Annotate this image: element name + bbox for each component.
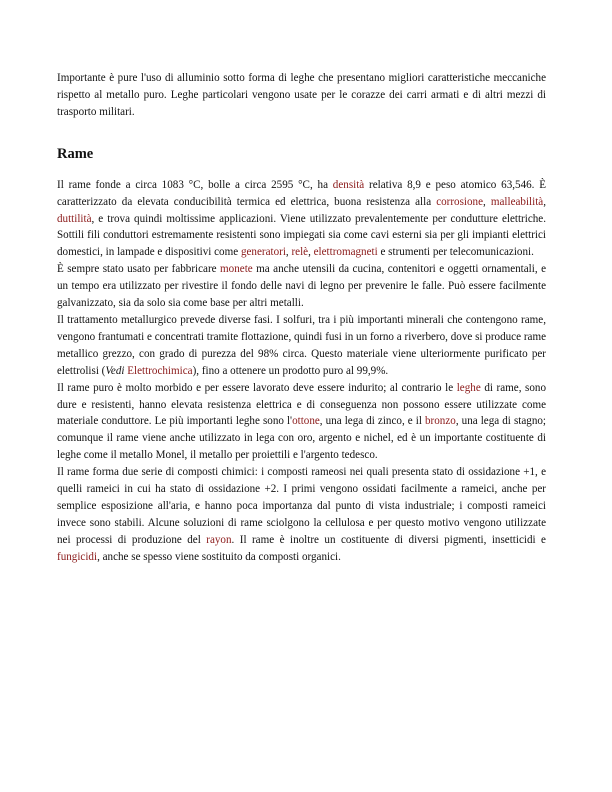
link-duttilita[interactable]: duttilità <box>57 212 92 225</box>
link-densita[interactable]: densità <box>332 178 365 191</box>
paragraph-properties: Il rame fonde a circa 1083 °C, bolle a circa 2595 °C, ha densità relativa 8,9 e peso atomico 63,546. È caratterizzato da elevata conducibilità termica ed elettrica, buona resistenza alla corrosione, malleabilità, duttilità, e trova quindi moltissime applicazioni. Viene utilizzato prevalentemente per condutture elettriche. Sottili fili conduttori estremamente resistenti sono impiegati sia come cavi esterni sia per gli impianti elettrici domestici, in lampade e dispositivi come generatori, relè, elettromagneti e strumenti per telecomunicazioni. <box>57 178 547 259</box>
paragraph-alloys: Il rame puro è molto morbido e per essere lavorato deve essere indurito; al contrario le leghe di rame, sono dure e resistenti, hanno elevata resistenza elettrica e di conseguenza non possono essere utilizzate come materiale conduttore. Le più importanti leghe sono l'ottone, una lega di zinco, e il bronzo, una lega di stagno; comunque il rame viene anche utilizzato in lega con oro, argento e nichel, ed è un importante costituente di leghe come il metallo Monel, il metallo per proiettili e l'argento tedesco. <box>57 381 547 462</box>
link-elettromagneti[interactable]: elettromagneti <box>313 246 378 259</box>
link-leghe[interactable]: leghe <box>456 381 481 394</box>
paragraph-compounds: Il rame forma due serie di composti chimici: i composti rameosi nei quali presenta stato di ossidazione +1, e quelli rameici in cui ha stato di ossidazione +2. I primi vengono ossidati facilmente a rameici, anche per semplice esposizione all'aria, e hanno poca importanza dal punto di vista industriale; i composti rameici invece sono stabili. Alcune soluzioni di rame sciolgono la cellulosa e per questo motivo vengono utilizzate nei processi di produzione del rayon. Il rame è inoltre un costituente di diversi pigmenti, insetticidi e fungicidi, anche se spesso viene sostituito da composti organici. <box>57 466 546 563</box>
section-gap <box>57 121 546 145</box>
intro-paragraph: Importante è pure l'uso di alluminio sotto forma di leghe che presentano migliori caratteristiche meccaniche rispetto al metallo puro. Leghe particolari vengono usate per le corazze dei carri armati e di altri mezzi di trasporto militari. <box>57 72 546 118</box>
link-elettrochimica[interactable]: Elettrochimica <box>127 364 193 377</box>
paragraph-uses: È sempre stato usato per fabbricare monete ma anche utensili da cucina, contenitori e oggetti ornamentali, e un tempo era utilizzato per rivestire il fondo delle navi di legno per prevenire le falle. Può essere facilmente galvanizzato, sia da solo sia come base per altri metalli. <box>57 263 547 310</box>
link-fungicidi[interactable]: fungicidi <box>57 550 98 563</box>
document-page <box>57 70 546 566</box>
link-corrosione[interactable]: corrosione <box>436 195 484 208</box>
link-rele[interactable]: relè <box>291 246 309 259</box>
paragraph-metallurgy: Il trattamento metallurgico prevede diverse fasi. I solfuri, tra i più importanti minerali che contengono rame, vengono frantumati e concentrati tramite flottazione, quindi fusi in un forno a riverbero, dove si produce rame metallico grezzo, con grado di purezza del 98% circa. Questo materiale viene ulteriormente purificato per elettrolisi (Vedi Elettrochimica), fino a ottenere un prodotto puro al 99,9%. <box>57 313 546 377</box>
vedi-label: Vedi <box>105 364 125 377</box>
link-generatori[interactable]: generatori <box>240 246 286 259</box>
section-heading: Rame <box>57 145 94 162</box>
link-bronzo[interactable]: bronzo <box>425 415 456 428</box>
link-malleabilita[interactable]: malleabilità <box>490 195 544 208</box>
link-ottone[interactable]: ottone <box>292 415 320 428</box>
link-monete[interactable]: monete <box>220 263 253 276</box>
link-rayon[interactable]: rayon <box>206 533 232 546</box>
